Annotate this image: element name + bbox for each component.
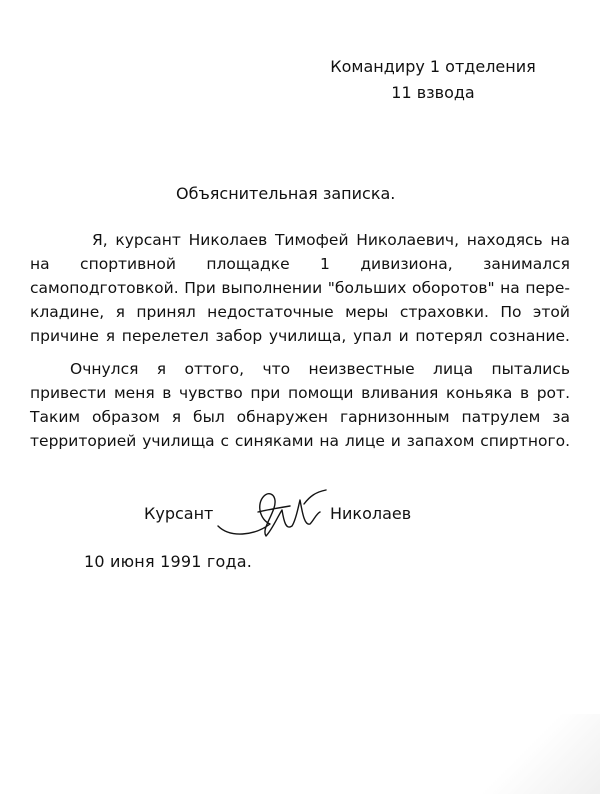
paragraph-2-line: Таким образом я был обнаружен гарнизонным патрулем за bbox=[30, 408, 570, 426]
addressee-block bbox=[300, 54, 566, 106]
paragraph-2-line: привести меня в чувство при помощи вливания коньяка в рот. bbox=[30, 384, 570, 402]
signature-row bbox=[0, 500, 600, 540]
paragraph-2 bbox=[30, 357, 570, 453]
paragraph-1-line: кладине, я принял недостаточные меры страховки. По этой bbox=[30, 303, 570, 321]
paragraph-1-line: самоподготовкой. При выполнении "больших оборотов" на пере- bbox=[30, 279, 570, 297]
paragraph-2-line: территорией училища с синяками на лице и запахом спиртного. bbox=[30, 432, 570, 450]
paragraph-1-line: на спортивной площадке 1 дивизиона, занимался bbox=[30, 255, 570, 273]
addressee-line-2: 11 взвода bbox=[391, 83, 475, 102]
handwritten-signature bbox=[214, 486, 334, 546]
document-date: 10 июня 1991 года. bbox=[84, 552, 253, 571]
paragraph-1-line: Я, курсант Николаев Тимофей Николаевич, находясь на bbox=[92, 231, 570, 249]
document-title: Объяснительная записка. bbox=[176, 184, 396, 203]
signature-label: Курсант bbox=[144, 504, 214, 523]
signature-name: Николаев bbox=[330, 504, 412, 523]
scan-shadow bbox=[480, 714, 600, 794]
addressee-line-1: Командиру 1 отделения bbox=[330, 57, 536, 76]
paragraph-1-line: причине я перелетел забор училища, упал и потерял сознание. bbox=[30, 327, 570, 345]
paragraph-2-line: Очнулся я оттого, что неизвестные лица пытались bbox=[70, 360, 570, 378]
paragraph-1 bbox=[30, 228, 570, 348]
